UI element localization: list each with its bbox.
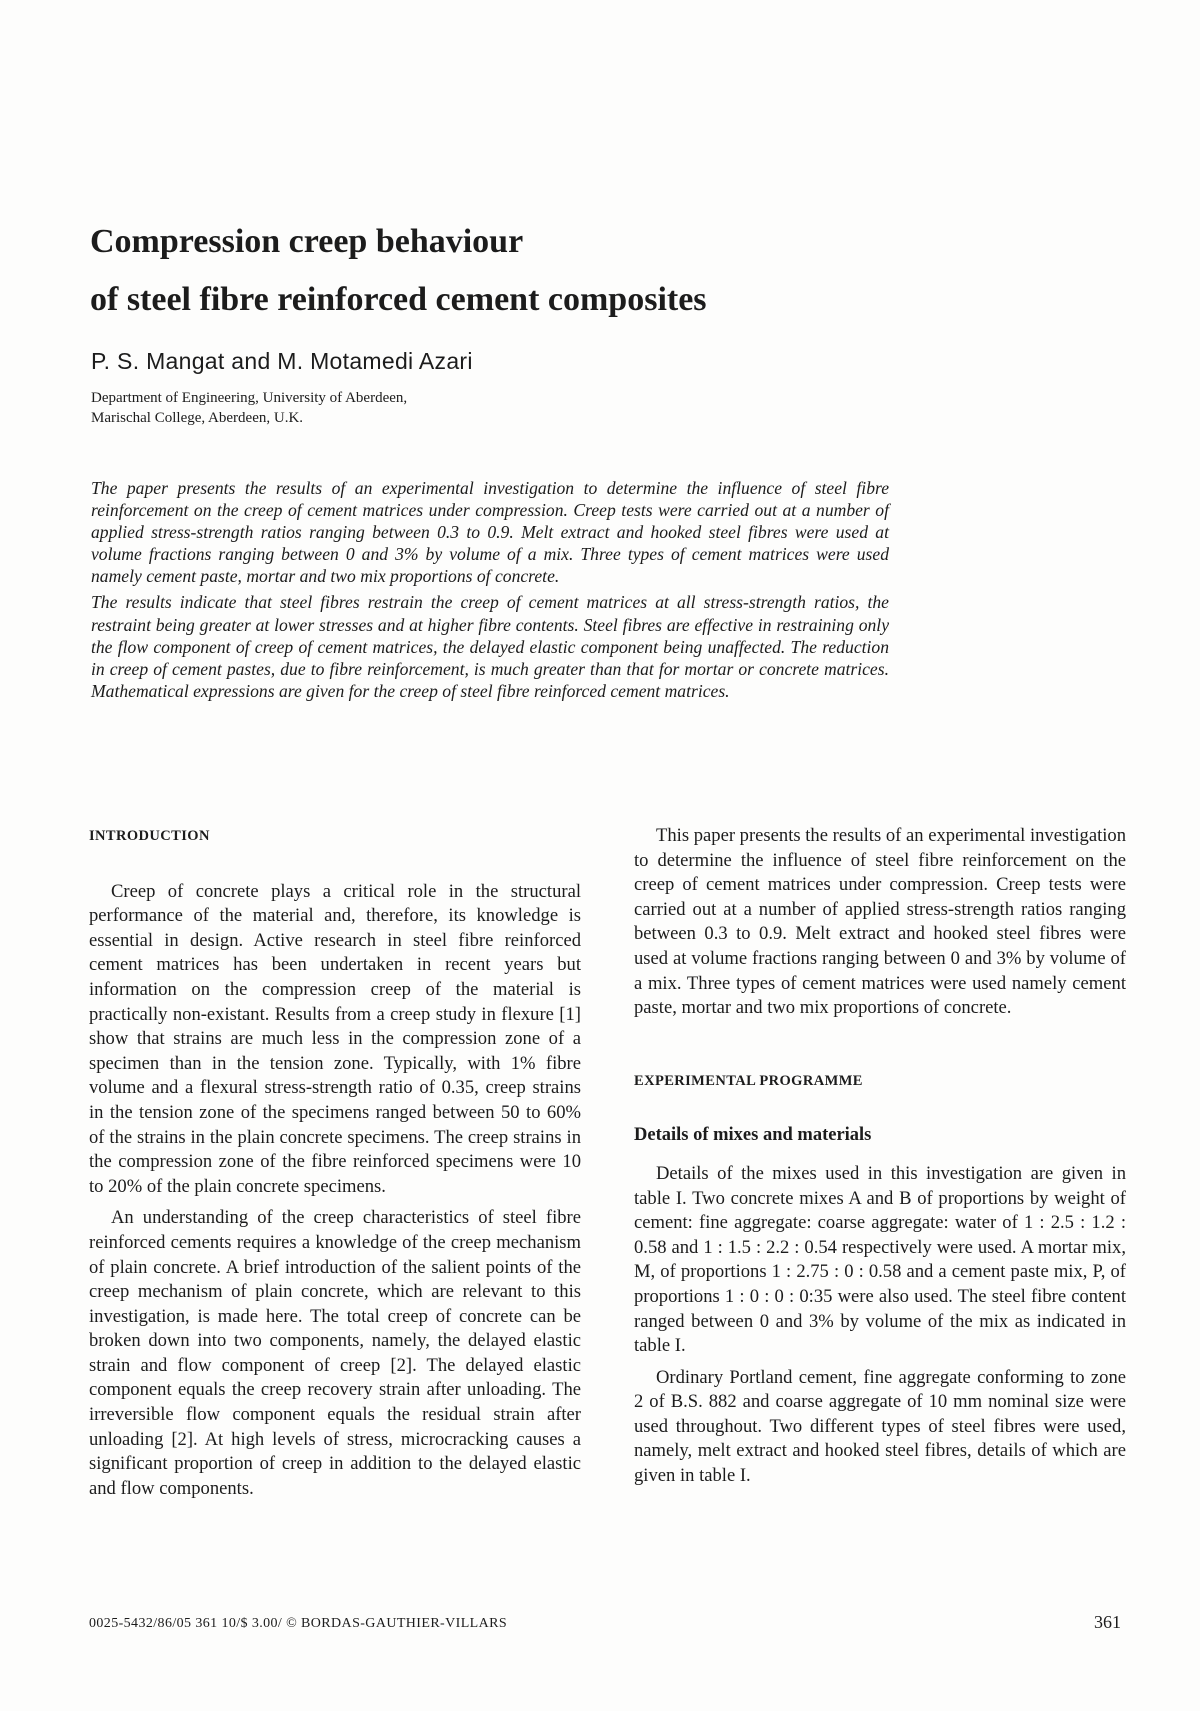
footer-publisher-code: 0025-5432/86/05 361 10/$ 3.00/ © BORDAS-GAUTHIER-VILLARS	[89, 1616, 508, 1631]
body-paragraph: Ordinary Portland cement, fine aggregate conforming to zone 2 of B.S. 882 and coarse aggregate of 10 mm nominal size were used throughout. Two different types of steel fibres were used, namely, melt extract and hooked steel fibres, details of which are given in table I.	[634, 1366, 1126, 1487]
mixes-materials-subheading: Details of mixes and materials	[634, 1125, 872, 1146]
body-paragraph: An understanding of the creep characteristics of steel fibre reinforced cements requires a knowledge of the creep mechanism of plain concrete. A brief introduction of the salient points of the creep mechanism of plain concrete, which are relevant to this investigation, is made here. The total creep of concrete can be broken down into two components, namely, the delayed elastic strain and flow component of creep [2]. The delayed elastic component equals the creep recovery strain after unloading. The irreversible flow component equals the residual strain after unloading [2]. At high levels of stress, microcracking causes a significant proportion of creep in addition to the delayed elastic and flow components.	[89, 1207, 581, 1499]
title-line-2: of steel fibre reinforced cement composites	[90, 281, 707, 318]
affiliation-line-2: Marischal College, Aberdeen, U.K.	[91, 410, 304, 426]
affiliation-line-1: Department of Engineering, University of Aberdeen,	[91, 390, 408, 406]
title-line-1: Compression creep behaviour	[90, 223, 524, 260]
affiliation	[91, 388, 407, 428]
right-column	[634, 824, 1126, 1489]
abstract-paragraph: The paper presents the results of an experimental investigation to determine the influence of steel fibre reinforcement on the creep of cement matrices under compression. Creep tests were carried out at a number of applied stress-strength ratios ranging between 0.3 to 0.9. Melt extract and hooked steel fibres were used at volume fractions ranging between 0 and 3% by volume of a mix. Three types of cement matrices were used namely cement paste, mortar and two mix proportions of concrete.	[91, 478, 889, 587]
page-number: 361	[1094, 1612, 1121, 1632]
left-column	[89, 824, 581, 1501]
body-paragraph: Creep of concrete plays a critical role in the structural performance of the material and, therefore, its knowledge is essential in design. Active research in steel fibre reinforced cement matrices has been undertaken in recent years but information on the compression creep of the material is practically non-existant. Results from a creep study in flexure [1] show that strains are much less in the compression zone of a specimen than in the tension zone. Typically, with 1% fibre volume and a flexural stress-strength ratio of 0.35, creep strains in the tension zone of the specimens ranged between 50 to 60% of the strains in the plain concrete specimens. The creep strains in the compression zone of the fibre reinforced specimens were 10 to 20% of the plain concrete specimens.	[89, 880, 581, 1197]
abstract	[91, 477, 889, 706]
paper-title	[90, 213, 990, 329]
experimental-programme-heading: EXPERIMENTAL PROGRAMME	[634, 1072, 863, 1089]
authors: P. S. Mangat and M. Motamedi Azari	[91, 348, 473, 374]
body-paragraph: This paper presents the results of an experimental investigation to determine the influence of steel fibre reinforcement on the creep of cement matrices under compression. Creep tests were carried out at a number of applied stress-strength ratios ranging between 0.3 to 0.9. Melt extract and hooked steel fibres were used at volume fractions ranging between 0 and 3% by volume of a mix. Three types of cement matrices were used namely cement paste, mortar and two mix proportions of concrete.	[634, 825, 1126, 1019]
introduction-heading: INTRODUCTION	[89, 828, 210, 844]
body-paragraph: Details of the mixes used in this investigation are given in table I. Two concrete mixes A and B of proportions by weight of cement: fine aggregate: coarse aggregate: water of 1 : 2.5 : 1.2 : 0.58 and 1 : 1.5 : 2.2 : 0.54 respectively were used. A mortar mix, M, of proportions 1 : 2.75 : 0 : 0.58 and a cement paste mix, P, of proportions 1 : 0 : 0 : 0:35 were also used. The steel fibre content ranged between 0 and 3% by volume of the mix as indicated in table I.	[634, 1162, 1126, 1357]
abstract-paragraph: The results indicate that steel fibres restrain the creep of cement matrices at all stress-strength ratios, the restraint being greater at lower stresses and at higher fibre contents. Steel fibres are effective in restraining only the flow component of creep of cement matrices, the delayed elastic component being unaffected. The reduction in creep of cement pastes, due to fibre reinforcement, is much greater than that for mortar or concrete matrices. Mathematical expressions are given for the creep of steel fibre reinforced cement matrices.	[91, 592, 889, 701]
